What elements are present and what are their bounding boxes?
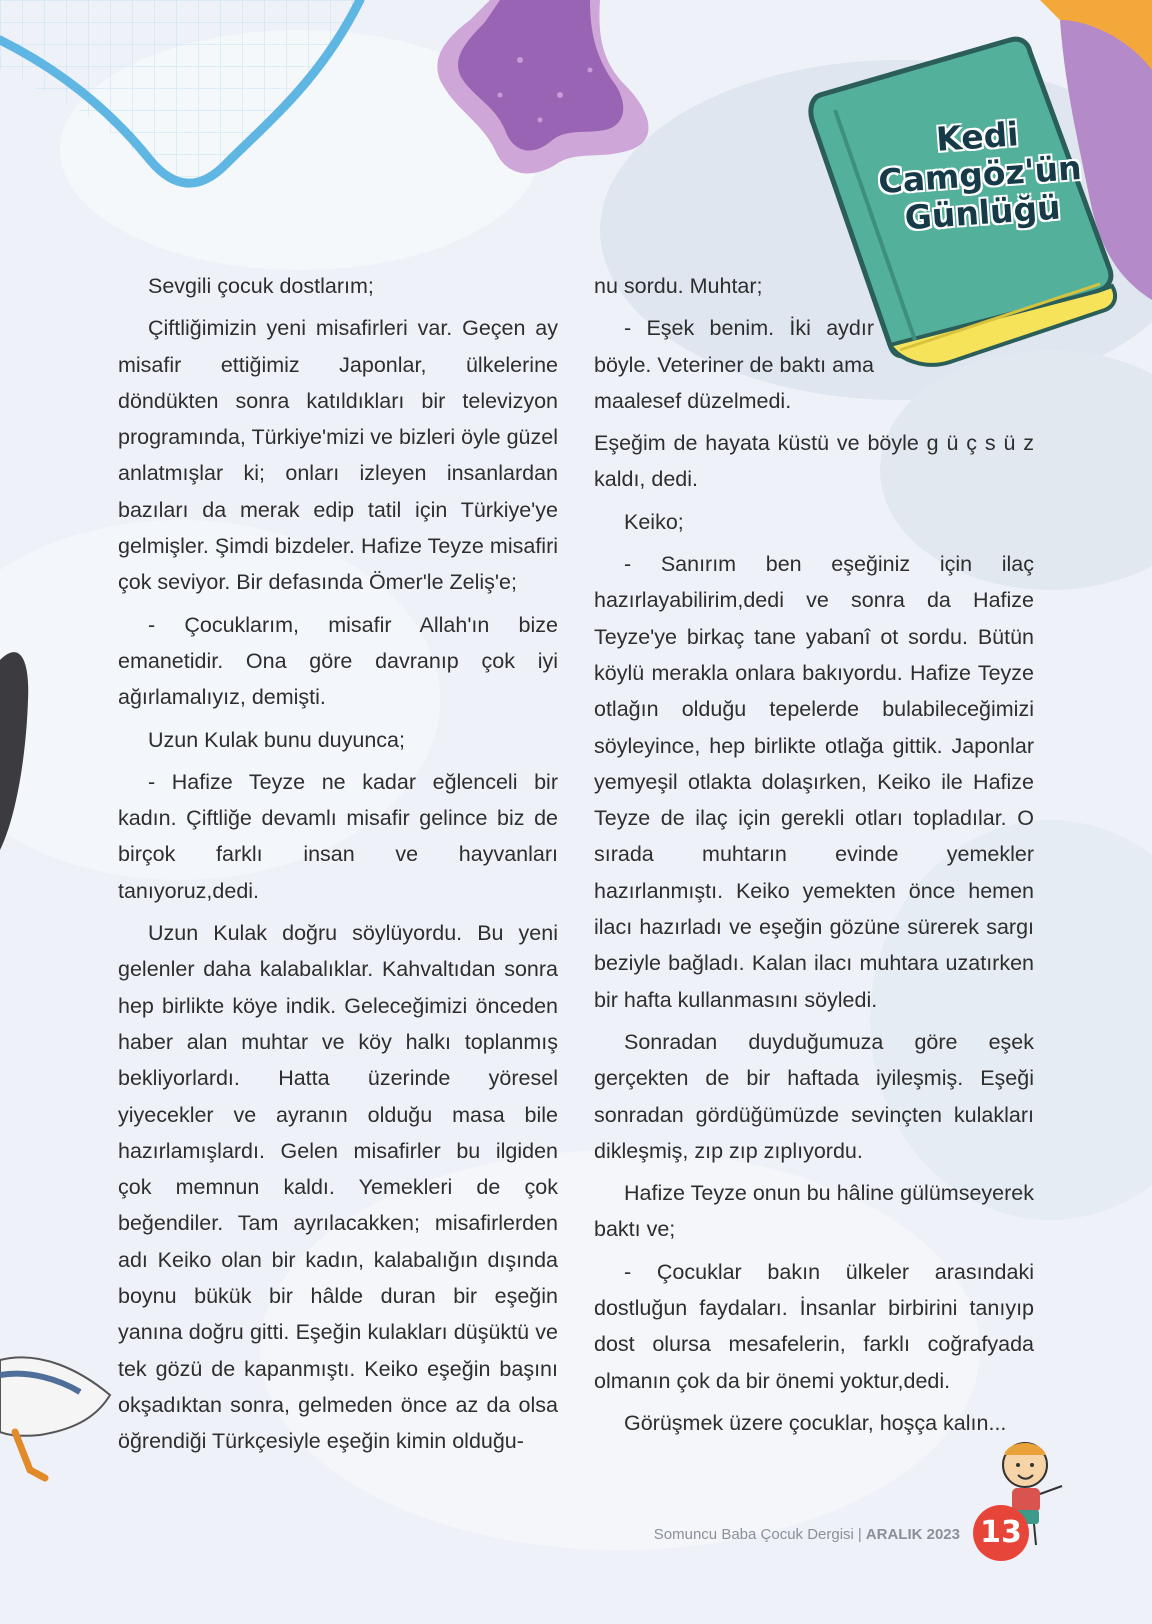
page-number: 13: [973, 1505, 1029, 1561]
paragraph: - Hafize Teyze ne kadar eğlenceli bir kadın. Çiftliğe devamlı misafir gelince biz de birçok farklı insan ve hayvanları tanıyoruz,dedi.: [118, 769, 558, 903]
footer: [640, 1526, 960, 1543]
paragraph: Hafize Teyze onun bu hâline gülümseyerek baktı ve;: [594, 1181, 1034, 1242]
paragraph: Uzun Kulak bunu duyunca;: [148, 727, 405, 752]
paragraph: Uzun Kulak doğru söylüyordu. Bu yeni gelenler daha kalabalıklar. Kahvaltıdan sonra hep birlikte köye indik. Geleceğimizi önceden haber alan muhtar ve köy halkı toplanmış bekliyorlardı. Hatta üzerinde yöresel yiyecekler ve ayranın olduğu masa bile hazırlamışlardı. Gelen misafirler bu ilgiden çok memnun kaldı. Yemekleri de çok beğendiler. Tam ayrılacakken; misafirlerden adı Keiko olan bir kadın, kalabalığın dışında boynu bükük bir hâlde duran bir eşeğin yanına doğru gitti. Eşeğin kulakları düşüktü ve tek gözü de kapanmıştı. Keiko eşeğin başını okşadıktan sonra, gelmeden önce az da olsa öğrendiği Türkçesiyle eşeğin kimin olduğu-: [118, 921, 558, 1454]
paragraph: - Çocuklarım, misafir Allah'ın bize emanetidir. Ona göre davranıp çok iyi ağırlamalıyız, demişti.: [118, 612, 558, 710]
book-title: [856, 110, 1103, 240]
paragraph: nu sordu. Muhtar;: [594, 274, 763, 298]
paragraph: Sevgili çocuk dostlarım;: [148, 274, 374, 298]
magazine-name: Somuncu Baba Çocuk Dergisi: [653, 1526, 854, 1543]
paragraph: Sonradan duyduğumuza göre eşek gerçekten de bir haftada iyileşmiş. Eşeği sonradan gördüğümüzde sevinçten kulakları dikleşmiş, zıp zıp zıplıyordu.: [594, 1029, 1034, 1163]
book-title-line: Camgöz'ün: [877, 147, 1083, 202]
paragraph: - Çocuklar bakın ülkeler arasındaki dostluğun faydaları. İnsanlar birbirini tanıyıp dost olursa mesafelerin, farklı coğrafyada olmanın çok da bir önemi yoktur,dedi.: [594, 1259, 1034, 1393]
paragraph: Keiko;: [624, 509, 684, 534]
book-title-line: Günlüğü: [903, 187, 1062, 238]
book-title-line: Kedi: [934, 114, 1020, 159]
left-column: [118, 268, 558, 1466]
right-column: [594, 268, 1034, 1447]
paragraph: Çiftliğimizin yeni misafirleri var. Geçen ay misafir ettiğimiz Japonlar, ülkelerine döndükten sonra katıldıkları bir televizyon programında, Türkiye'mizi ve bizleri öyle güzel anlatmışlar ki; onları izleyen insanlardan bazıları da merak edip tatil için Türkiye'ye gelmişler. Şimdi bizdeler. Hafize Teyze misafiri çok seviyor. Bir defasında Ömer'le Zeliş'e;: [118, 316, 558, 595]
paragraph: Eşeğim de hayata küstü ve böyle g ü ç s ü z kaldı, dedi.: [594, 431, 1034, 492]
paragraph: - Eşek benim. İki aydır böyle. Veteriner de baktı ama maalesef düzelmedi.: [594, 316, 874, 413]
issue-month: ARALIK 2023: [865, 1526, 960, 1543]
paragraph: Görüşmek üzere çocuklar, hoşça kalın...: [624, 1410, 1007, 1435]
footer-separator: |: [857, 1526, 862, 1543]
paragraph: - Sanırım ben eşeğiniz için ilaç hazırlayabilirim,dedi ve sonra da Hafize Teyze'ye birkaç tane yabanî ot sordu. Bütün köylü merakla onlara bakıyordu. Hafize Teyze otlağın olduğu tepelerde bulabileceğimizi söyleyince, hep birlikte otlağa gittik. Japonlar yemyeşil otlakta dolaşırken, Keiko ile Hafize Teyze de ilaç için gerekli otları topladılar. O sırada muhtarın evinde yemekler hazırlanmıştı. Keiko yemekten önce hemen ilacı hazırladı ve eşeğin gözüne sürerek sargı beziyle bağladı. Kalan ilacı muhtara uzatırken bir hafta kullanmasını söyledi.: [594, 552, 1034, 1012]
